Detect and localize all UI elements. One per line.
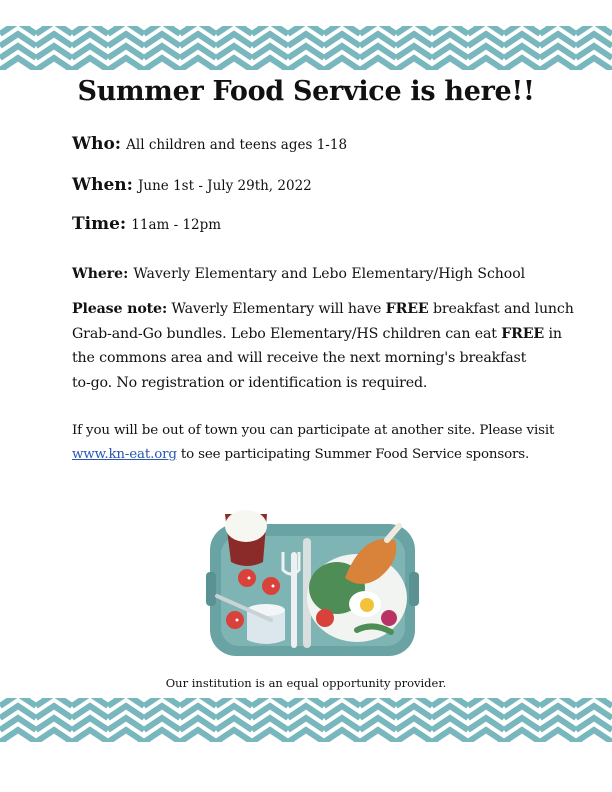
- note-text-3: Grab-and-Go bundles. Lebo Elementary/HS children can eat: [72, 325, 497, 342]
- out-text-1: If you will be out of town you can participate at another site. Please visit: [72, 423, 555, 438]
- free-badge-2: FREE: [501, 325, 545, 342]
- kn-eat-link[interactable]: www.kn-eat.org: [72, 447, 177, 462]
- note-text-6: to-go. No registration or identification is required.: [72, 374, 428, 391]
- note-label: Please note:: [72, 301, 168, 317]
- who-label: Who:: [72, 134, 122, 154]
- when-line: [72, 175, 552, 195]
- time-label: Time:: [72, 214, 127, 234]
- who-value: All children and teens ages 1-18: [126, 137, 348, 153]
- where-line: [72, 263, 552, 282]
- note-text-2: breakfast and lunch: [432, 301, 574, 317]
- out-of-town-paragraph: [72, 419, 555, 467]
- out-text-2: to see participating Summer Food Service sponsors.: [180, 447, 530, 462]
- fork-icon: [291, 552, 297, 648]
- where-label: Where:: [72, 266, 129, 282]
- when-value: June 1st - July 29th, 2022: [138, 178, 312, 194]
- who-line: [72, 134, 552, 154]
- note-text-1: Waverly Elementary will have: [171, 301, 382, 317]
- free-badge-1: FREE: [385, 301, 429, 317]
- top-chevron-border: [0, 26, 612, 70]
- note-paragraph: [72, 297, 574, 395]
- meal-tray-illustration: [205, 500, 420, 665]
- strawberry-icon: [238, 569, 256, 587]
- note-text-5: the commons area and will receive the next morning's breakfast: [72, 350, 527, 367]
- time-line: [72, 214, 552, 234]
- footer-statement: Our institution is an equal opportunity provider.: [165, 676, 447, 690]
- where-value: Waverly Elementary and Lebo Elementary/High School: [133, 266, 526, 282]
- note-text-4: in: [548, 325, 562, 342]
- bottom-chevron-border: [0, 698, 612, 742]
- page-title: Summer Food Service is here!!: [77, 76, 535, 107]
- when-label: When:: [72, 175, 133, 195]
- time-value: 11am - 12pm: [131, 217, 222, 233]
